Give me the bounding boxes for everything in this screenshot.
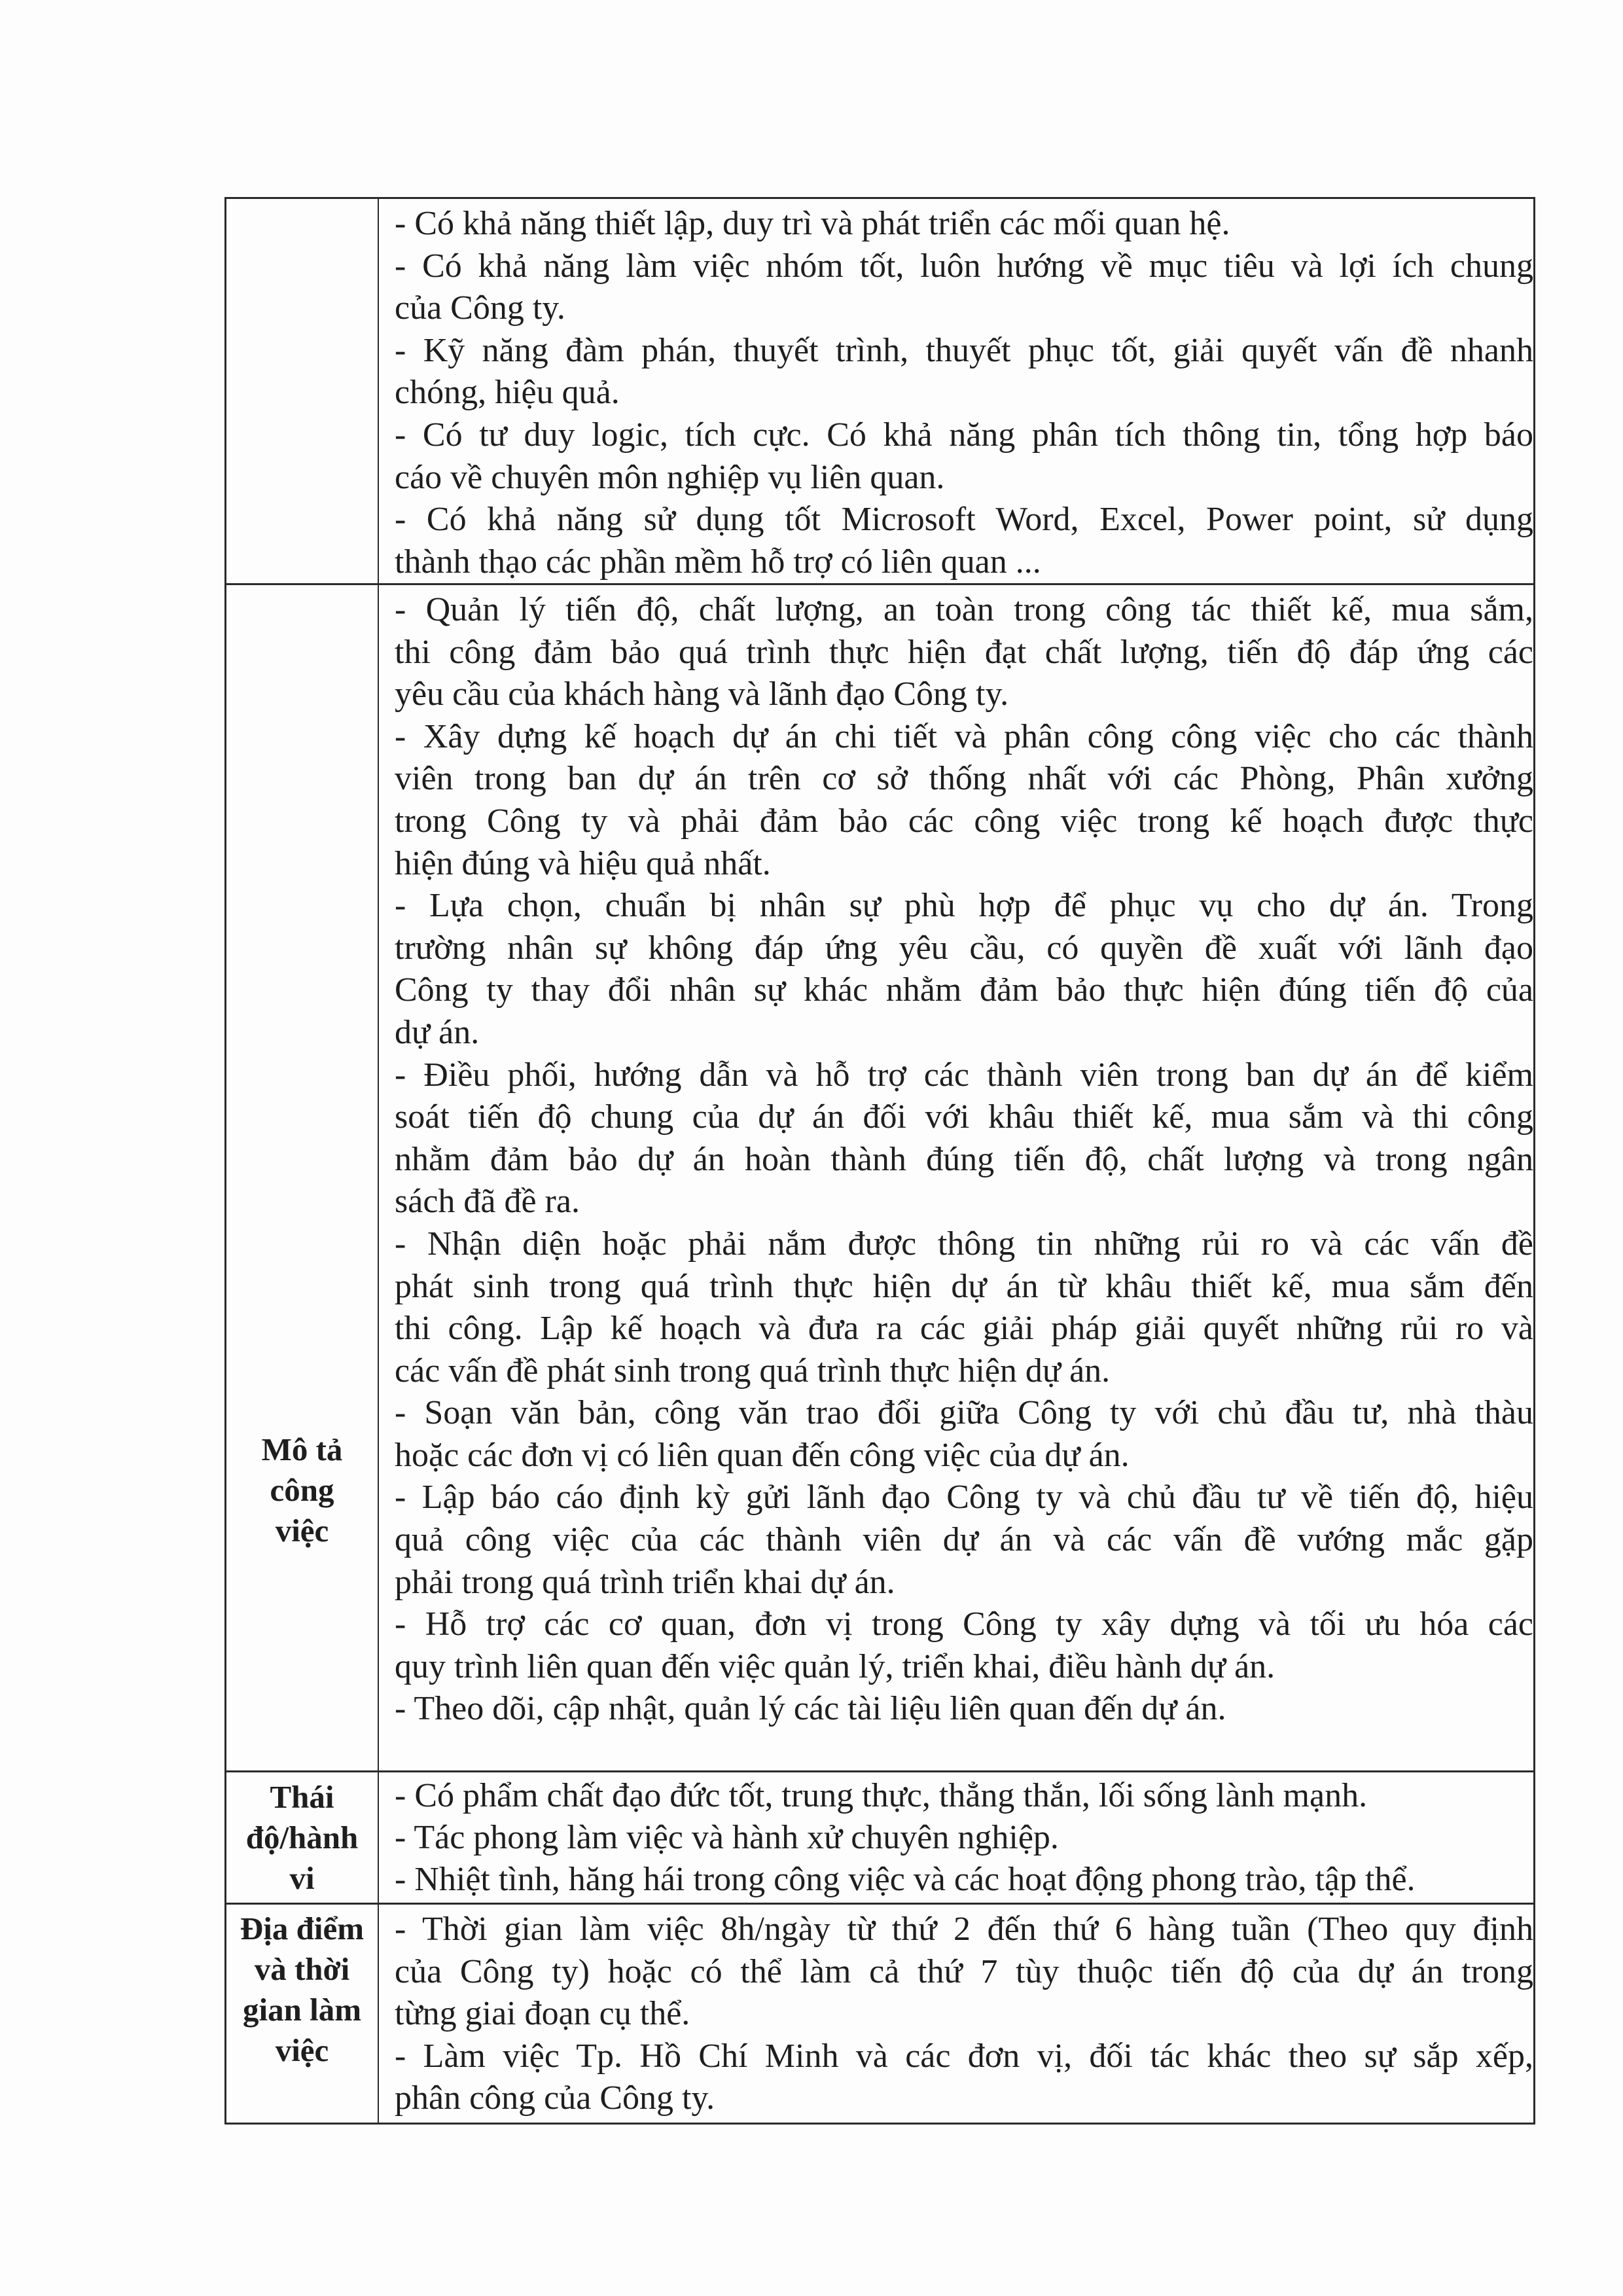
row-label-cell <box>226 585 379 1770</box>
row-label-cell <box>226 1772 379 1903</box>
row-label-line: độ/hành <box>245 1819 359 1856</box>
text-line: chóng, hiệu quả. <box>395 374 620 412</box>
text-line: hiện đúng và hiệu quả nhất. <box>395 844 771 882</box>
text-line: - Có phẩm chất đạo đức tốt, trung thực, thẳng thắn, lối sống lành mạnh. <box>395 1777 1368 1814</box>
table-row-attitude <box>226 1770 1533 1903</box>
row-label-line: việc <box>275 1513 329 1549</box>
row-label-cell <box>226 199 379 583</box>
text-line: - Quản lý tiến độ, chất lượng, an toàn trong công tác thiết kế, mua sắm, <box>395 591 1533 628</box>
text-line: - Làm việc Tp. Hồ Chí Minh và các đơn vị, đối tác khác theo sự sắp xếp, <box>395 2037 1533 2075</box>
job-description-table <box>224 197 1535 2125</box>
text-line: sách đã đề ra. <box>395 1183 580 1221</box>
text-line: quả công việc của các thành viên dự án và các vấn đề vướng mắc gặp <box>395 1521 1533 1559</box>
row-label-line: Thái <box>270 1778 334 1815</box>
text-line: - Có tư duy logic, tích cực. Có khả năng phân tích thông tin, tổng hợp báo <box>395 416 1533 454</box>
text-line: - Lập báo cáo định kỳ gửi lãnh đạo Công ty và chủ đầu tư về tiến độ, hiệu <box>395 1479 1533 1516</box>
row-label-cell <box>226 1905 379 2123</box>
text-line: của Công ty. <box>395 289 565 327</box>
row-label-line: công <box>270 1472 334 1508</box>
row-content-cell <box>379 585 1533 1770</box>
row-content-cell <box>379 199 1533 583</box>
text-line: - Có khả năng thiết lập, duy trì và phát triển các mối quan hệ. <box>395 205 1230 242</box>
text-line: thành thạo các phần mềm hỗ trợ có liên quan ... <box>395 543 1041 581</box>
text-line: các vấn đề phát sinh trong quá trình thực hiện dự án. <box>395 1352 1111 1390</box>
text-line: - Hỗ trợ các cơ quan, đơn vị trong Công ty xây dựng và tối ưu hóa các <box>395 1605 1533 1643</box>
text-line: nhằm đảm bảo dự án hoàn thành đúng tiến độ, chất lượng và trong ngân <box>395 1140 1533 1178</box>
text-line: của Công ty) hoặc có thể làm cả thứ 7 tùy thuộc tiến độ của dự án trong <box>395 1952 1533 1990</box>
text-line: - Tác phong làm việc và hành xử chuyên nghiệp. <box>395 1819 1059 1856</box>
text-line: trong Công ty và phải đảm bảo các công việc trong kế hoạch được thực <box>395 802 1533 840</box>
text-line: - Nhận diện hoặc phải nắm được thông tin những rủi ro và các vấn đề <box>395 1225 1533 1263</box>
text-line: - Nhiệt tình, hăng hái trong công việc và các hoạt động phong trào, tập thể. <box>395 1861 1416 1898</box>
text-line: - Điều phối, hướng dẫn và hỗ trợ các thành viên trong ban dự án để kiểm <box>395 1056 1533 1094</box>
text-line: - Xây dựng kế hoạch dự án chi tiết và phân công công việc cho các thành <box>395 717 1533 755</box>
row-content-cell <box>379 1905 1533 2123</box>
text-line: từng giai đoạn cụ thể. <box>395 1995 690 2032</box>
text-line: thi công đảm bảo quá trình thực hiện đạt chất lượng, tiến độ đáp ứng các <box>395 633 1533 671</box>
row-content-cell <box>379 1772 1533 1903</box>
text-line: trường nhân sự không đáp ứng yêu cầu, có quyền đề xuất với lãnh đạo <box>395 929 1533 967</box>
text-line: - Thời gian làm việc 8h/ngày từ thứ 2 đến thứ 6 hàng tuần (Theo quy định <box>395 1910 1533 1948</box>
text-line: quy trình liên quan đến việc quản lý, triển khai, điều hành dự án. <box>395 1647 1275 1685</box>
text-line: phân công của Công ty. <box>395 2079 715 2117</box>
text-line: soát tiến độ chung của dự án đối với khâu thiết kế, mua sắm và thi công <box>395 1098 1533 1136</box>
row-label-line: vi <box>289 1859 315 1896</box>
text-line: Công ty thay đổi nhân sự khác nhằm đảm bảo thực hiện đúng tiến độ của <box>395 971 1533 1009</box>
table-row-skills <box>226 199 1533 583</box>
row-label-line: việc <box>275 2032 329 2068</box>
text-line: dự án. <box>395 1013 480 1051</box>
text-line: viên trong ban dự án trên cơ sở thống nhất với các Phòng, Phân xưởng <box>395 760 1533 798</box>
text-line: yêu cầu của khách hàng và lãnh đạo Công ty. <box>395 675 1009 713</box>
text-line: phát sinh trong quá trình thực hiện dự án từ khâu thiết kế, mua sắm đến <box>395 1267 1533 1305</box>
text-line: cáo về chuyên môn nghiệp vụ liên quan. <box>395 458 945 496</box>
text-line: phải trong quá trình triển khai dự án. <box>395 1563 895 1601</box>
row-label-line: và thời <box>254 1951 350 1987</box>
row-label-line: Địa điểm <box>240 1910 365 1946</box>
text-line: - Kỹ năng đàm phán, thuyết trình, thuyết phục tốt, giải quyết vấn đề nhanh <box>395 331 1533 369</box>
row-label-line: gian làm <box>242 1992 362 2028</box>
text-line: - Soạn văn bản, công văn trao đổi giữa Công ty với chủ đầu tư, nhà thàu <box>395 1394 1533 1432</box>
table-row-location-and-hours <box>226 1903 1533 2123</box>
text-line: thi công. Lập kế hoạch và đưa ra các giải pháp giải quyết những rủi ro và <box>395 1310 1533 1348</box>
table-row-job-description <box>226 583 1533 1770</box>
text-line: - Theo dõi, cập nhật, quản lý các tài liệu liên quan đến dự án. <box>395 1690 1226 1728</box>
text-line: hoặc các đơn vị có liên quan đến công việc của dự án. <box>395 1436 1130 1474</box>
text-line: - Có khả năng làm việc nhóm tốt, luôn hướng về mục tiêu và lợi ích chung <box>395 247 1533 285</box>
text-line: - Có khả năng sử dụng tốt Microsoft Word, Excel, Power point, sử dụng <box>395 501 1533 539</box>
row-label-line: Mô tả <box>261 1431 343 1467</box>
text-line: - Lựa chọn, chuẩn bị nhân sự phù hợp để phục vụ cho dự án. Trong <box>395 887 1533 925</box>
